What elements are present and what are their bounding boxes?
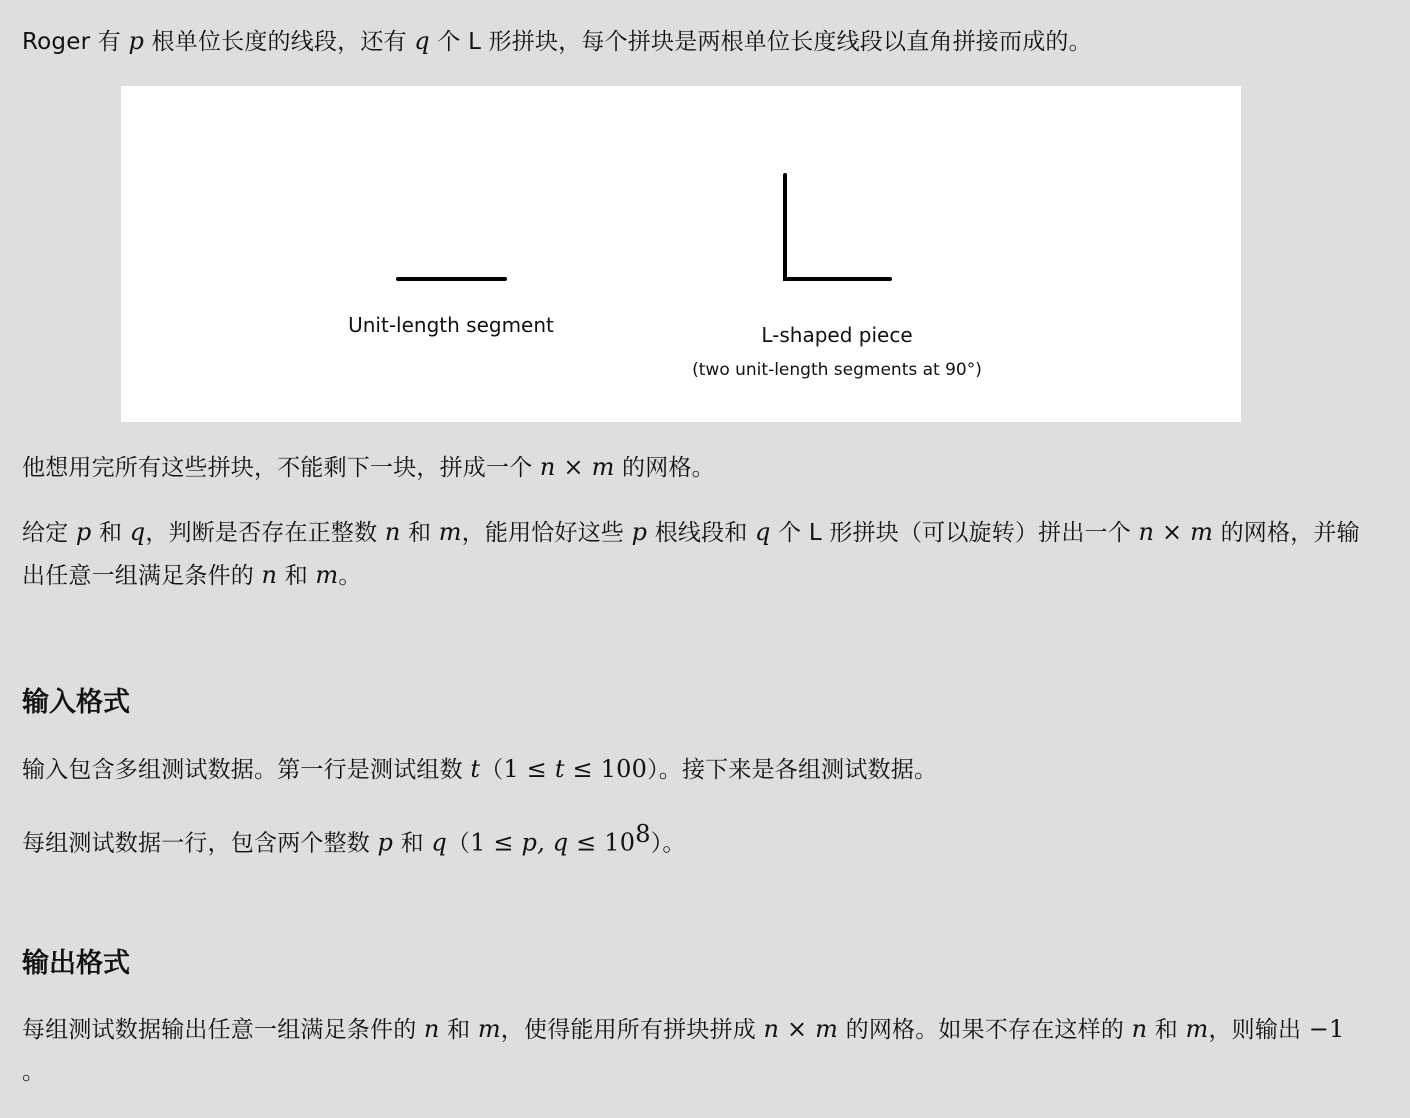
var-n: n [423,1015,440,1043]
intro-text-2: 根单位长度的线段，还有 [144,29,415,55]
output-text-3: ，使得能用所有拼块拼成 [500,1017,764,1043]
var-p: p [75,518,92,546]
var-q: q [431,828,447,857]
var-t: t [470,755,481,783]
grid-goal-paragraph [22,446,715,489]
para3-text-9: 出任意一组满足条件的 [22,563,262,589]
lpiece-label: L-shaped piece [761,323,913,347]
task-paragraph [22,511,1392,597]
constraint-c: 1 ≤ [470,828,522,857]
para3-text-10: 和 [277,563,316,589]
var-p: p [377,828,394,857]
l-piece-shape [785,175,890,279]
var-p: p [128,27,145,55]
var-m: m [591,453,615,481]
input-text-3: ）。接下来是各组测试数据。 [647,757,938,783]
input-text-2: （ [480,757,504,783]
var-n: n [763,1015,780,1043]
times-symbol: × [555,453,592,481]
input-line-2 [22,813,686,865]
var-n: n [1131,1015,1148,1043]
var-n: n [539,453,556,481]
var-p: p [631,518,648,546]
output-text-7: 。 [22,1059,46,1085]
para3-text-1: 给定 [22,520,76,546]
minus-one: −1 [1308,1015,1345,1043]
input-text-6: （ [446,830,471,857]
intro-paragraph [22,20,1092,63]
var-m: m [1185,1015,1209,1043]
var-m: m [1190,518,1214,546]
output-text-1: 每组测试数据输出任意一组满足条件的 [22,1017,424,1043]
constraint-a: 1 ≤ [503,755,555,783]
para3-text-11: 。 [338,563,362,589]
input-line-1 [22,748,937,791]
var-pq: p, q [521,828,569,857]
para2-text-2: 的网格。 [614,455,715,481]
segment-label: Unit-length segment [348,313,554,337]
input-text-1: 输入包含多组测试数据。第一行是测试组数 [22,757,471,783]
var-m: m [438,518,462,546]
times-symbol: × [779,1015,816,1043]
input-text-7: ）。 [650,830,686,857]
output-text-4: 的网格。如果不存在这样的 [838,1017,1132,1043]
var-n: n [384,518,401,546]
var-n: n [261,561,278,589]
output-text-2: 和 [439,1017,478,1043]
input-text-5: 和 [393,830,432,857]
input-text-4: 每组测试数据一行，包含两个整数 [22,830,378,857]
output-text-6: ，则输出 [1208,1017,1309,1043]
para2-text-1: 他想用完所有这些拼块，不能剩下一块，拼成一个 [22,455,540,481]
output-paragraph [22,1008,1392,1093]
pieces-diagram [121,86,1241,422]
input-format-heading: 输入格式 [22,687,130,718]
para3-text-5: ，能用恰好这些 [461,520,632,546]
output-text-5: 和 [1147,1017,1186,1043]
lpiece-sublabel: (two unit-length segments at 90°) [692,360,982,380]
para3-text-6: 根线段和 [647,520,756,546]
intro-text-3: 个 L 形拼块，每个拼块是两根单位长度线段以直角拼接而成的。 [429,29,1092,55]
para3-text-4: 和 [400,520,439,546]
output-format-heading: 输出格式 [22,948,130,979]
para3-text-8: 的网格，并输 [1213,520,1360,546]
pieces-figure [121,86,1241,422]
var-q: q [414,27,430,55]
var-q: q [129,518,146,546]
var-q: q [755,518,771,546]
var-m: m [815,1015,839,1043]
var-n: n [1138,518,1155,546]
times-symbol: × [1154,518,1191,546]
constraint-b: ≤ 100 [564,755,648,783]
var-t: t [554,755,565,783]
para3-text-2: 和 [91,520,130,546]
exponent: 8 [635,820,651,848]
constraint-d: ≤ 10 [568,828,636,857]
para3-text-7: 个 L 形拼块（可以旋转）拼出一个 [770,520,1139,546]
para3-text-3: ，判断是否存在正整数 [145,520,385,546]
var-m: m [477,1015,501,1043]
var-m: m [315,561,339,589]
intro-text-1: Roger 有 [22,29,129,55]
